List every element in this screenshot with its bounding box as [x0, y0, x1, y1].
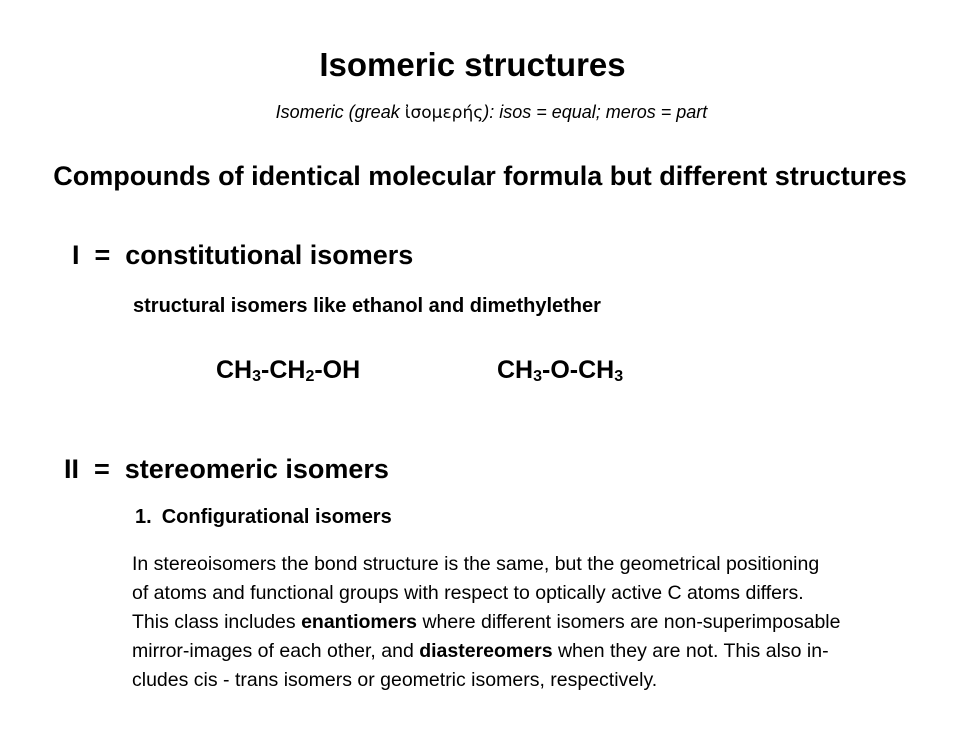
formula-subscript: 3 — [252, 368, 262, 385]
paragraph-line — [132, 608, 962, 637]
constitutional-description: structural isomers like ethanol and dimethylether — [133, 295, 601, 317]
paragraph-line: In stereoisomers the bond structure is the same, but the geometrical positioning — [132, 553, 820, 575]
term-diastereomers: diastereomers — [419, 640, 553, 662]
paragraph-line — [132, 637, 962, 666]
subtitle-prefix: Isomeric (greak — [275, 102, 405, 122]
formula-part: -O-CH — [542, 356, 615, 384]
paragraph-text: where different isomers are non-superimposable — [417, 611, 841, 633]
subtitle-suffix: ): isos = equal; meros = part — [483, 102, 708, 122]
list-item-label: Configurational isomers — [161, 506, 392, 528]
formula-part: -CH — [261, 356, 306, 384]
formula-ethanol — [216, 354, 360, 386]
section-constitutional-heading: I = constitutional isomers — [72, 240, 414, 270]
list-number: 1. — [135, 506, 152, 528]
paragraph-text: mirror-images of each other, and — [132, 640, 420, 662]
paragraph-text: This class includes — [132, 611, 302, 633]
formula-subscript: 2 — [305, 368, 315, 385]
page-title: Isomeric structures — [319, 46, 626, 83]
formula-subscript: 3 — [533, 368, 543, 385]
stereoisomer-paragraph — [132, 550, 962, 695]
definition-heading: Compounds of identical molecular formula but different structures — [53, 161, 907, 191]
formula-part: -OH — [314, 356, 361, 384]
formula-part: CH — [497, 356, 534, 384]
paragraph-line: of atoms and functional groups with respect to optically active C atoms differs. — [132, 582, 804, 604]
paragraph-line: cludes cis - trans isomers or geometric isomers, respectively. — [132, 669, 658, 691]
term-enantiomers: enantiomers — [301, 611, 418, 633]
etymology-subtitle — [0, 100, 980, 125]
formula-subscript: 3 — [614, 368, 624, 385]
formula-part: CH — [216, 356, 253, 384]
section-stereomeric-heading: II = stereomeric isomers — [64, 454, 389, 484]
formula-dimethylether — [497, 354, 623, 386]
greek-word: ἰσομερής — [404, 103, 484, 123]
configurational-isomers-heading — [135, 503, 392, 531]
paragraph-text: when they are not. This also in- — [552, 640, 829, 662]
